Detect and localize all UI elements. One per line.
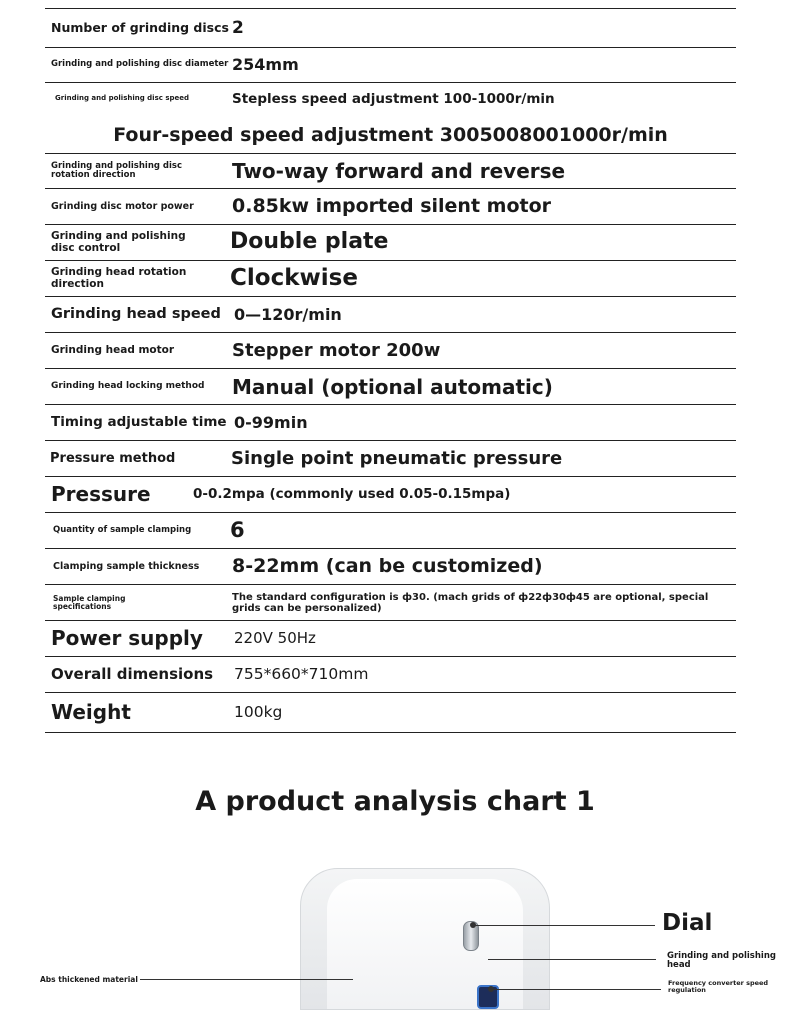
spec-value: 254mm bbox=[232, 54, 299, 74]
spec-row bbox=[45, 585, 736, 621]
spec-value: Clockwise bbox=[230, 264, 358, 291]
spec-row bbox=[45, 441, 736, 477]
spec-value: 0.85kw imported silent motor bbox=[232, 195, 552, 218]
spec-value: 0-99min bbox=[234, 412, 308, 432]
grinding-head-label: Grinding and polishing head bbox=[667, 951, 776, 970]
spec-label: Sample clamping specifications bbox=[53, 593, 126, 611]
spec-label: Grinding head motor bbox=[51, 343, 175, 356]
spec-row bbox=[45, 657, 736, 693]
spec-value: The standard configuration is ф30. (mach grids of ф22ф30ф45 are optional, special grids can be personalized) bbox=[232, 591, 709, 614]
spec-label: Power supply bbox=[51, 626, 203, 650]
spec-label: Grinding and polishing disc rotation direction bbox=[51, 161, 183, 180]
spec-row bbox=[45, 549, 736, 585]
spec-value: 0—120r/min bbox=[234, 304, 342, 324]
spec-row bbox=[45, 297, 736, 333]
spec-value: 0-0.2mpa (commonly used 0.05-0.15mpa) bbox=[193, 486, 511, 503]
spec-label: Pressure method bbox=[50, 450, 176, 466]
spec-label: Weight bbox=[51, 700, 131, 724]
spec-value: 755*660*710mm bbox=[234, 664, 369, 683]
spec-label: Timing adjustable time bbox=[51, 414, 227, 431]
spec-value: Stepper motor 200w bbox=[232, 339, 441, 361]
spec-row bbox=[45, 47, 736, 83]
spec-row bbox=[45, 693, 736, 733]
section-heading: A product analysis chart 1 bbox=[195, 786, 595, 817]
spec-value: Stepless speed adjustment 100-1000r/min bbox=[232, 91, 555, 107]
spec-value: 100kg bbox=[234, 702, 283, 721]
spec-value: Manual (optional automatic) bbox=[232, 374, 553, 399]
spec-label: Grinding head speed bbox=[51, 305, 221, 322]
frequency-callout-line bbox=[493, 989, 661, 990]
spec-label: Grinding and polishing disc diameter bbox=[51, 59, 229, 70]
dial-callout-line bbox=[475, 925, 655, 926]
abs-callout-line bbox=[140, 979, 353, 980]
spec-value: 8-22mm (can be customized) bbox=[232, 555, 543, 578]
spec-label: Grinding and polishing disc speed bbox=[55, 94, 190, 102]
spec-label: Clamping sample thickness bbox=[53, 560, 200, 572]
spec-label: Grinding and polishing disc control bbox=[51, 230, 186, 254]
spec-row bbox=[45, 154, 736, 189]
spec-label: Pressure bbox=[51, 482, 151, 506]
spec-extra-line: Four-speed speed adjustment 3005008001000r/min bbox=[113, 124, 668, 146]
dial-label: Dial bbox=[662, 910, 713, 936]
spec-value: 2 bbox=[232, 17, 244, 38]
spec-value: Double plate bbox=[230, 229, 389, 255]
spec-row bbox=[45, 225, 736, 261]
spec-row bbox=[45, 513, 736, 549]
spec-value: Single point pneumatic pressure bbox=[231, 447, 563, 469]
spec-row bbox=[45, 8, 736, 48]
spec-value: Two-way forward and reverse bbox=[232, 159, 566, 183]
spec-row bbox=[45, 333, 736, 369]
spec-row bbox=[45, 189, 736, 225]
spec-row bbox=[45, 369, 736, 405]
spec-label: Grinding head locking method bbox=[51, 380, 205, 391]
abs-label: Abs thickened material bbox=[40, 975, 138, 984]
spec-label: Number of grinding discs bbox=[51, 20, 229, 36]
grinding-head-callout-line bbox=[488, 959, 656, 960]
spec-row bbox=[45, 621, 736, 657]
spec-row bbox=[45, 405, 736, 441]
spec-label: Overall dimensions bbox=[51, 664, 214, 683]
spec-label: Quantity of sample clamping bbox=[53, 525, 192, 536]
spec-row bbox=[45, 477, 736, 513]
spec-value: 6 bbox=[230, 517, 245, 542]
spec-row bbox=[45, 261, 736, 297]
frequency-label: Frequency converter speed regulation bbox=[668, 979, 769, 994]
spec-label: Grinding head rotation direction bbox=[51, 266, 187, 290]
spec-value: 220V 50Hz bbox=[234, 629, 316, 648]
spec-label: Grinding disc motor power bbox=[51, 200, 194, 212]
